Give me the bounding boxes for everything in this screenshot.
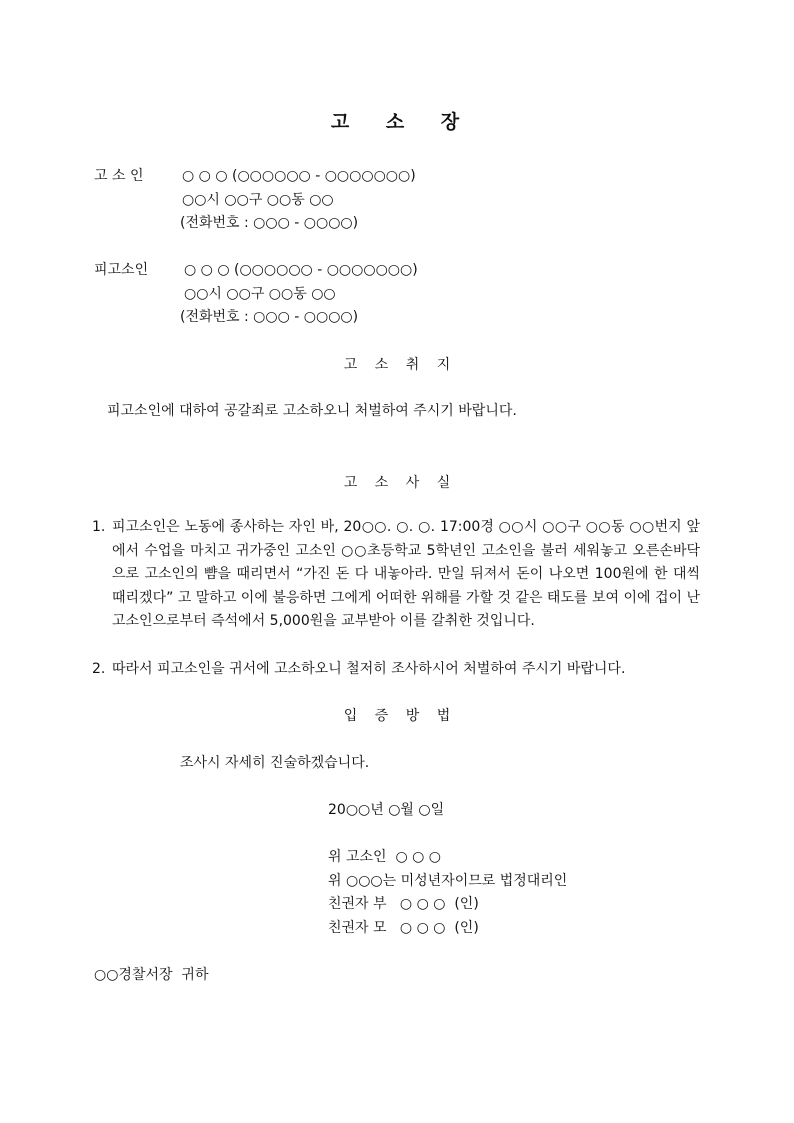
document-title: 고 소 장 <box>330 111 464 133</box>
signature-father: 친권자 부 ○ ○ ○ (인) <box>328 896 479 912</box>
facts-item-number: 2. <box>92 661 106 677</box>
defendant-address: ○○시 ○○구 ○○동 ○○ <box>184 286 336 302</box>
facts-item-number: 1. <box>92 519 106 535</box>
signature-complainant: 위 고소인 ○ ○ ○ <box>328 849 441 865</box>
purpose-text: 피고소인에 대하여 공갈죄로 고소하오니 처벌하여 주시기 바랍니다. <box>107 403 517 419</box>
complainant-address: ○○시 ○○구 ○○동 ○○ <box>182 192 334 208</box>
evidence-text: 조사시 자세히 진술하겠습니다. <box>180 755 370 771</box>
signature-guardian-note: 위 ○○○는 미성년자이므로 법정대리인 <box>328 873 568 889</box>
complainant-label: 고 소 인 <box>94 168 144 184</box>
document-date: 20○○년 ○월 ○일 <box>328 802 445 818</box>
defendant-phone: (전화번호 : ○○○ - ○○○○) <box>180 309 359 325</box>
complainant-name-id: ○ ○ ○ (○○○○○○ - ○○○○○○○) <box>182 168 416 184</box>
defendant-name-id: ○ ○ ○ (○○○○○○ - ○○○○○○○) <box>184 262 418 278</box>
facts-item-text: 따라서 피고소인을 귀서에 고소하오니 철저히 조사하시어 처벌하여 주시기 바랍니다. <box>112 661 626 677</box>
facts-item-text: 피고소인은 노동에 종사하는 자인 바, 20○○. ○. ○. 17:00경 ○○시 ○○구 ○○동 ○○번지 앞에서 수업을 마치고 귀가중인 고소인 ○○초등학교 5학년인 고소인을 불러 세워놓고 오른손바닥으로 고소인의 뺨을 때리면서 “가진 돈 다 내놓아라. 만일 뒤져서 돈이 나오면 100원에 한 대씩 때리겠다” 고 말하고 이에 불응하면 그에게 어떠한 위해를 가할 것 같은 태도를 보여 이에 겁이 난 고소인으로부터 즉석에서 5,000원을 교부받아 이를 갈취한 것입니다. <box>112 519 700 630</box>
complainant-phone: (전화번호 : ○○○ - ○○○○) <box>180 215 359 231</box>
evidence-heading: 입 증 방 법 <box>343 708 451 724</box>
facts-item <box>92 516 700 634</box>
signature-mother: 친권자 모 ○ ○ ○ (인) <box>328 920 479 936</box>
defendant-label: 피고소인 <box>94 262 149 278</box>
recipient: ○○경찰서장 귀하 <box>94 967 209 983</box>
purpose-heading: 고 소 취 지 <box>343 357 451 373</box>
facts-heading: 고 소 사 실 <box>343 475 451 491</box>
facts-item <box>92 658 712 682</box>
